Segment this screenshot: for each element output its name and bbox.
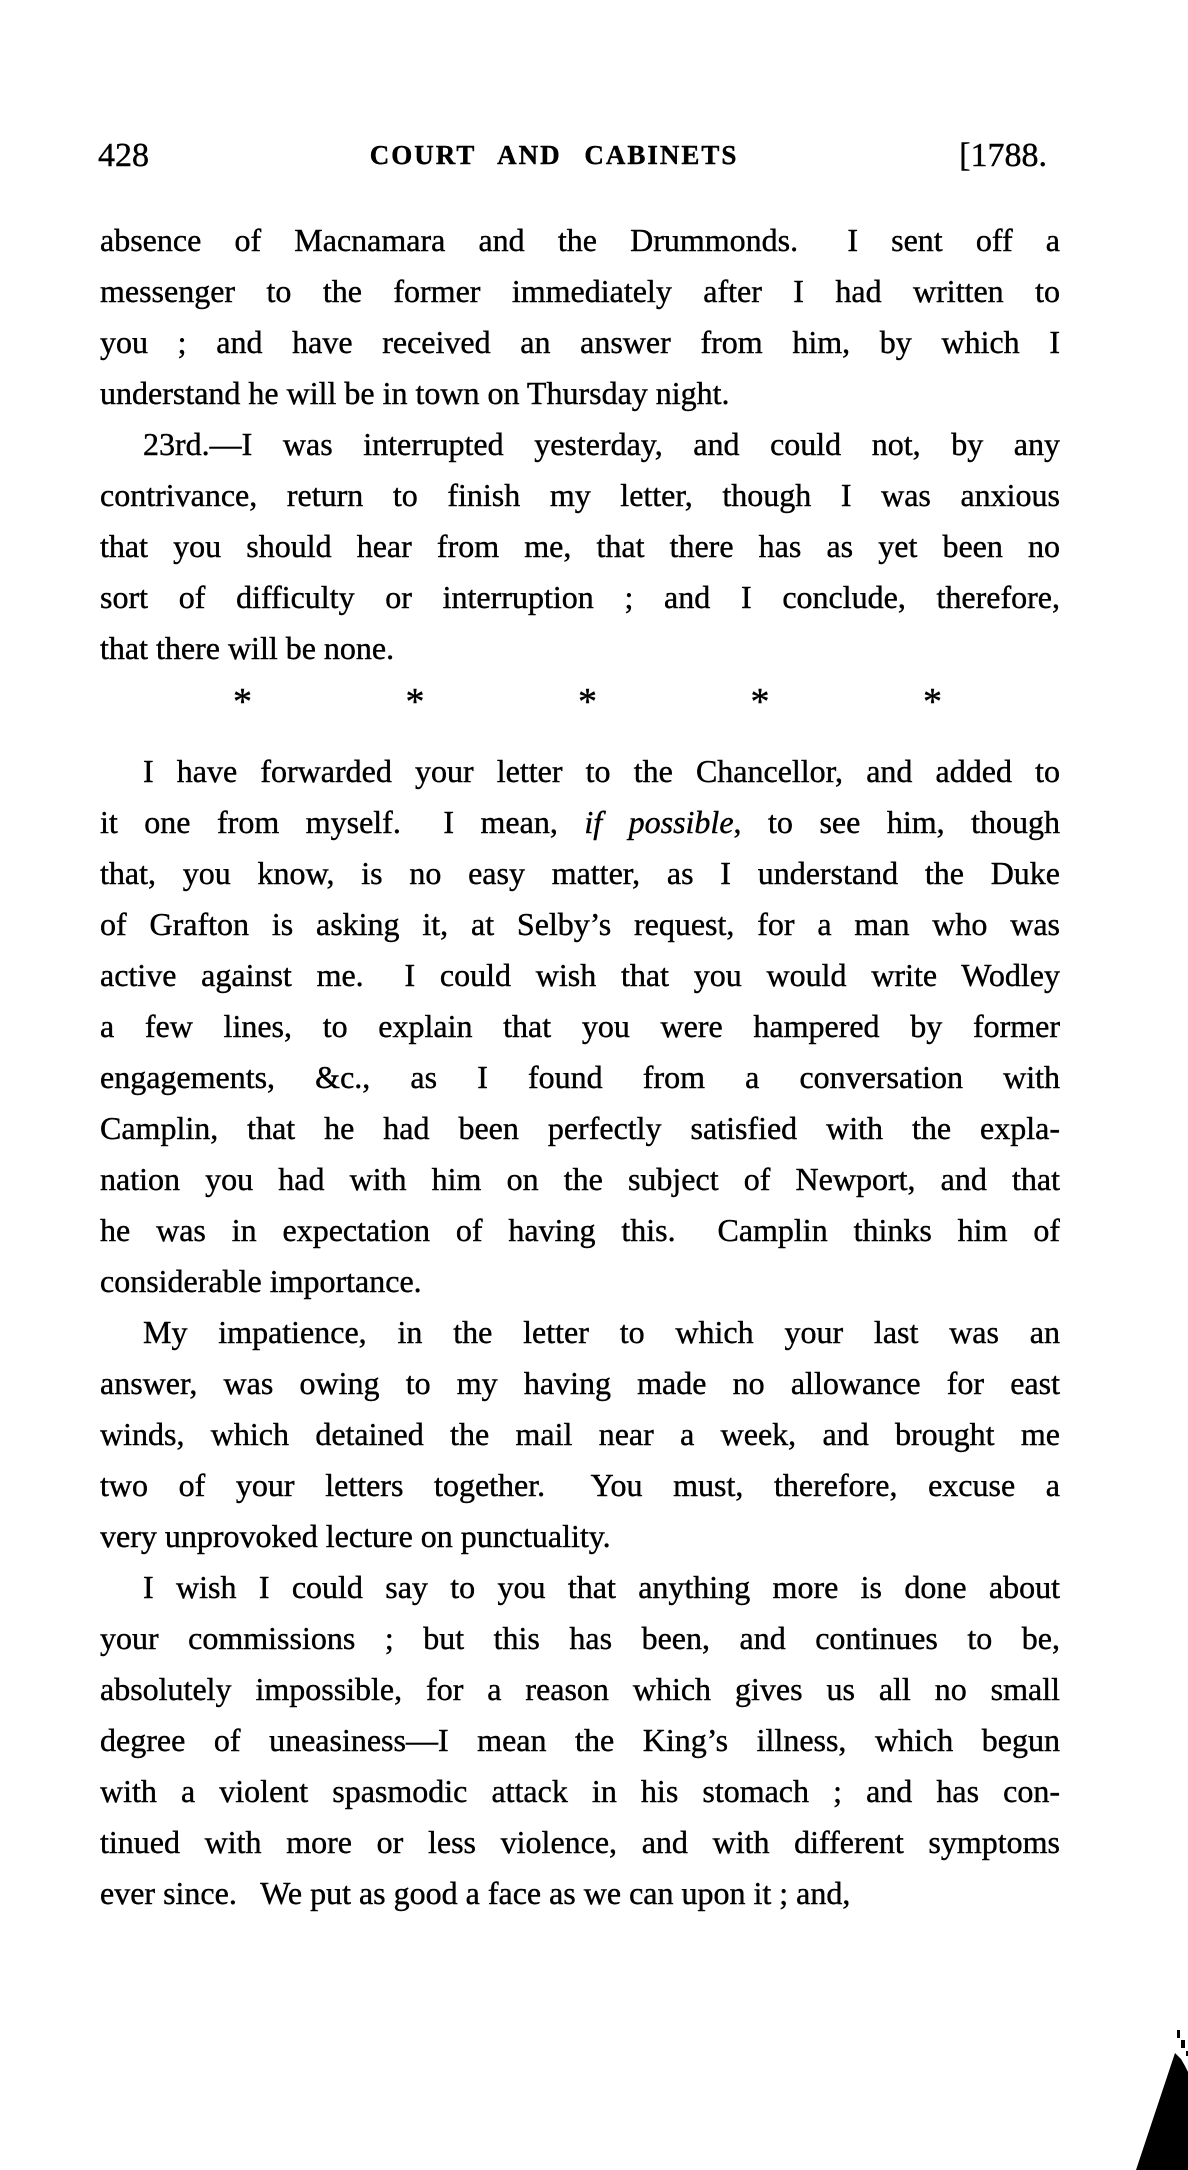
paragraph: [100, 1562, 1060, 1919]
text-line: you ; and have received an answer from him, by which I: [100, 324, 1060, 360]
text-line: 23rd.—I was interrupted yesterday, and could not, by any: [143, 426, 1060, 462]
text-line: absolutely impossible, for a reason which gives us all no small: [100, 1671, 1060, 1707]
text-line: that you should hear from me, that there has as yet been no: [100, 528, 1060, 564]
text-line: Camplin, that he had been perfectly satisfied with the expla-: [100, 1110, 1060, 1146]
text-line: that there will be none.: [100, 630, 395, 666]
text-line: messenger to the former immediately after I had written to: [100, 273, 1060, 309]
text-line: active against me. I could wish that you would write Wodley: [100, 957, 1060, 993]
text-line: your commissions ; but this has been, and continues to be,: [100, 1620, 1060, 1656]
text-line: a few lines, to explain that you were hampered by former: [100, 1008, 1060, 1044]
text-line: sort of difficulty or interruption ; and I conclude, therefore,: [100, 579, 1060, 615]
text-line: he was in expectation of having this. Camplin thinks him of: [100, 1212, 1060, 1248]
text-line: contrivance, return to finish my letter, though I was anxious: [100, 477, 1060, 513]
text-line: considerable importance.: [100, 1263, 422, 1299]
text-line: understand he will be in town on Thursday night.: [100, 375, 730, 411]
paragraph: [100, 215, 1060, 419]
year-marker: [1788.: [959, 137, 1047, 174]
italic-text-segment: if possible: [584, 804, 734, 840]
asterisk-glyph: *: [233, 680, 252, 723]
text-line: [100, 797, 1060, 848]
paragraph: [100, 746, 1060, 1307]
text-line: ever since. We put as good a face as we can upon it ; and,: [100, 1875, 851, 1911]
running-title: COURT AND CABINETS: [369, 140, 739, 170]
text-line: absence of Macnamara and the Drummonds. I sent off a: [100, 222, 1060, 258]
text-line: that, you know, is no easy matter, as I understand the Duke: [100, 855, 1060, 891]
asterisk-glyph: *: [923, 680, 942, 723]
scan-corner-ink-mark: [1128, 2025, 1188, 2170]
paragraph: [100, 419, 1060, 674]
text-line: with a violent spasmodic attack in his stomach ; and has con-: [100, 1773, 1060, 1809]
text-line: very unprovoked lecture on punctuality.: [100, 1518, 611, 1554]
text-line: degree of uneasiness—I mean the King’s illness, which begun: [100, 1722, 1060, 1758]
text-line: nation you had with him on the subject of Newport, and that: [100, 1161, 1060, 1197]
text-line: My impatience, in the letter to which your last was an: [143, 1314, 1060, 1350]
text-line: I wish I could say to you that anything more is done about: [143, 1569, 1060, 1605]
asterisk-glyph: *: [578, 680, 597, 723]
text-line: two of your letters together. You must, therefore, excuse a: [100, 1467, 1060, 1503]
text-segment: , to see him, though: [733, 804, 1060, 840]
asterisk-glyph: *: [405, 680, 425, 723]
text-line: of Grafton is asking it, at Selby’s request, for a man who was: [100, 906, 1060, 942]
text-line: tinued with more or less violence, and with different symptoms: [100, 1824, 1060, 1860]
text-line: I have forwarded your letter to the Chancellor, and added to: [143, 753, 1060, 789]
page-body: [100, 215, 1060, 1919]
asterisk-separator: [100, 674, 1060, 746]
text-segment: it one from myself. I mean,: [100, 804, 585, 840]
text-line: engagements, &c., as I found from a conversation with: [100, 1059, 1060, 1095]
paragraph: [100, 1307, 1060, 1562]
page-number: 428: [98, 137, 149, 174]
asterisk-glyph: *: [750, 680, 770, 723]
running-header: [98, 138, 1047, 174]
text-line: winds, which detained the mail near a week, and brought me: [100, 1416, 1060, 1452]
text-line: answer, was owing to my having made no allowance for east: [100, 1365, 1060, 1401]
